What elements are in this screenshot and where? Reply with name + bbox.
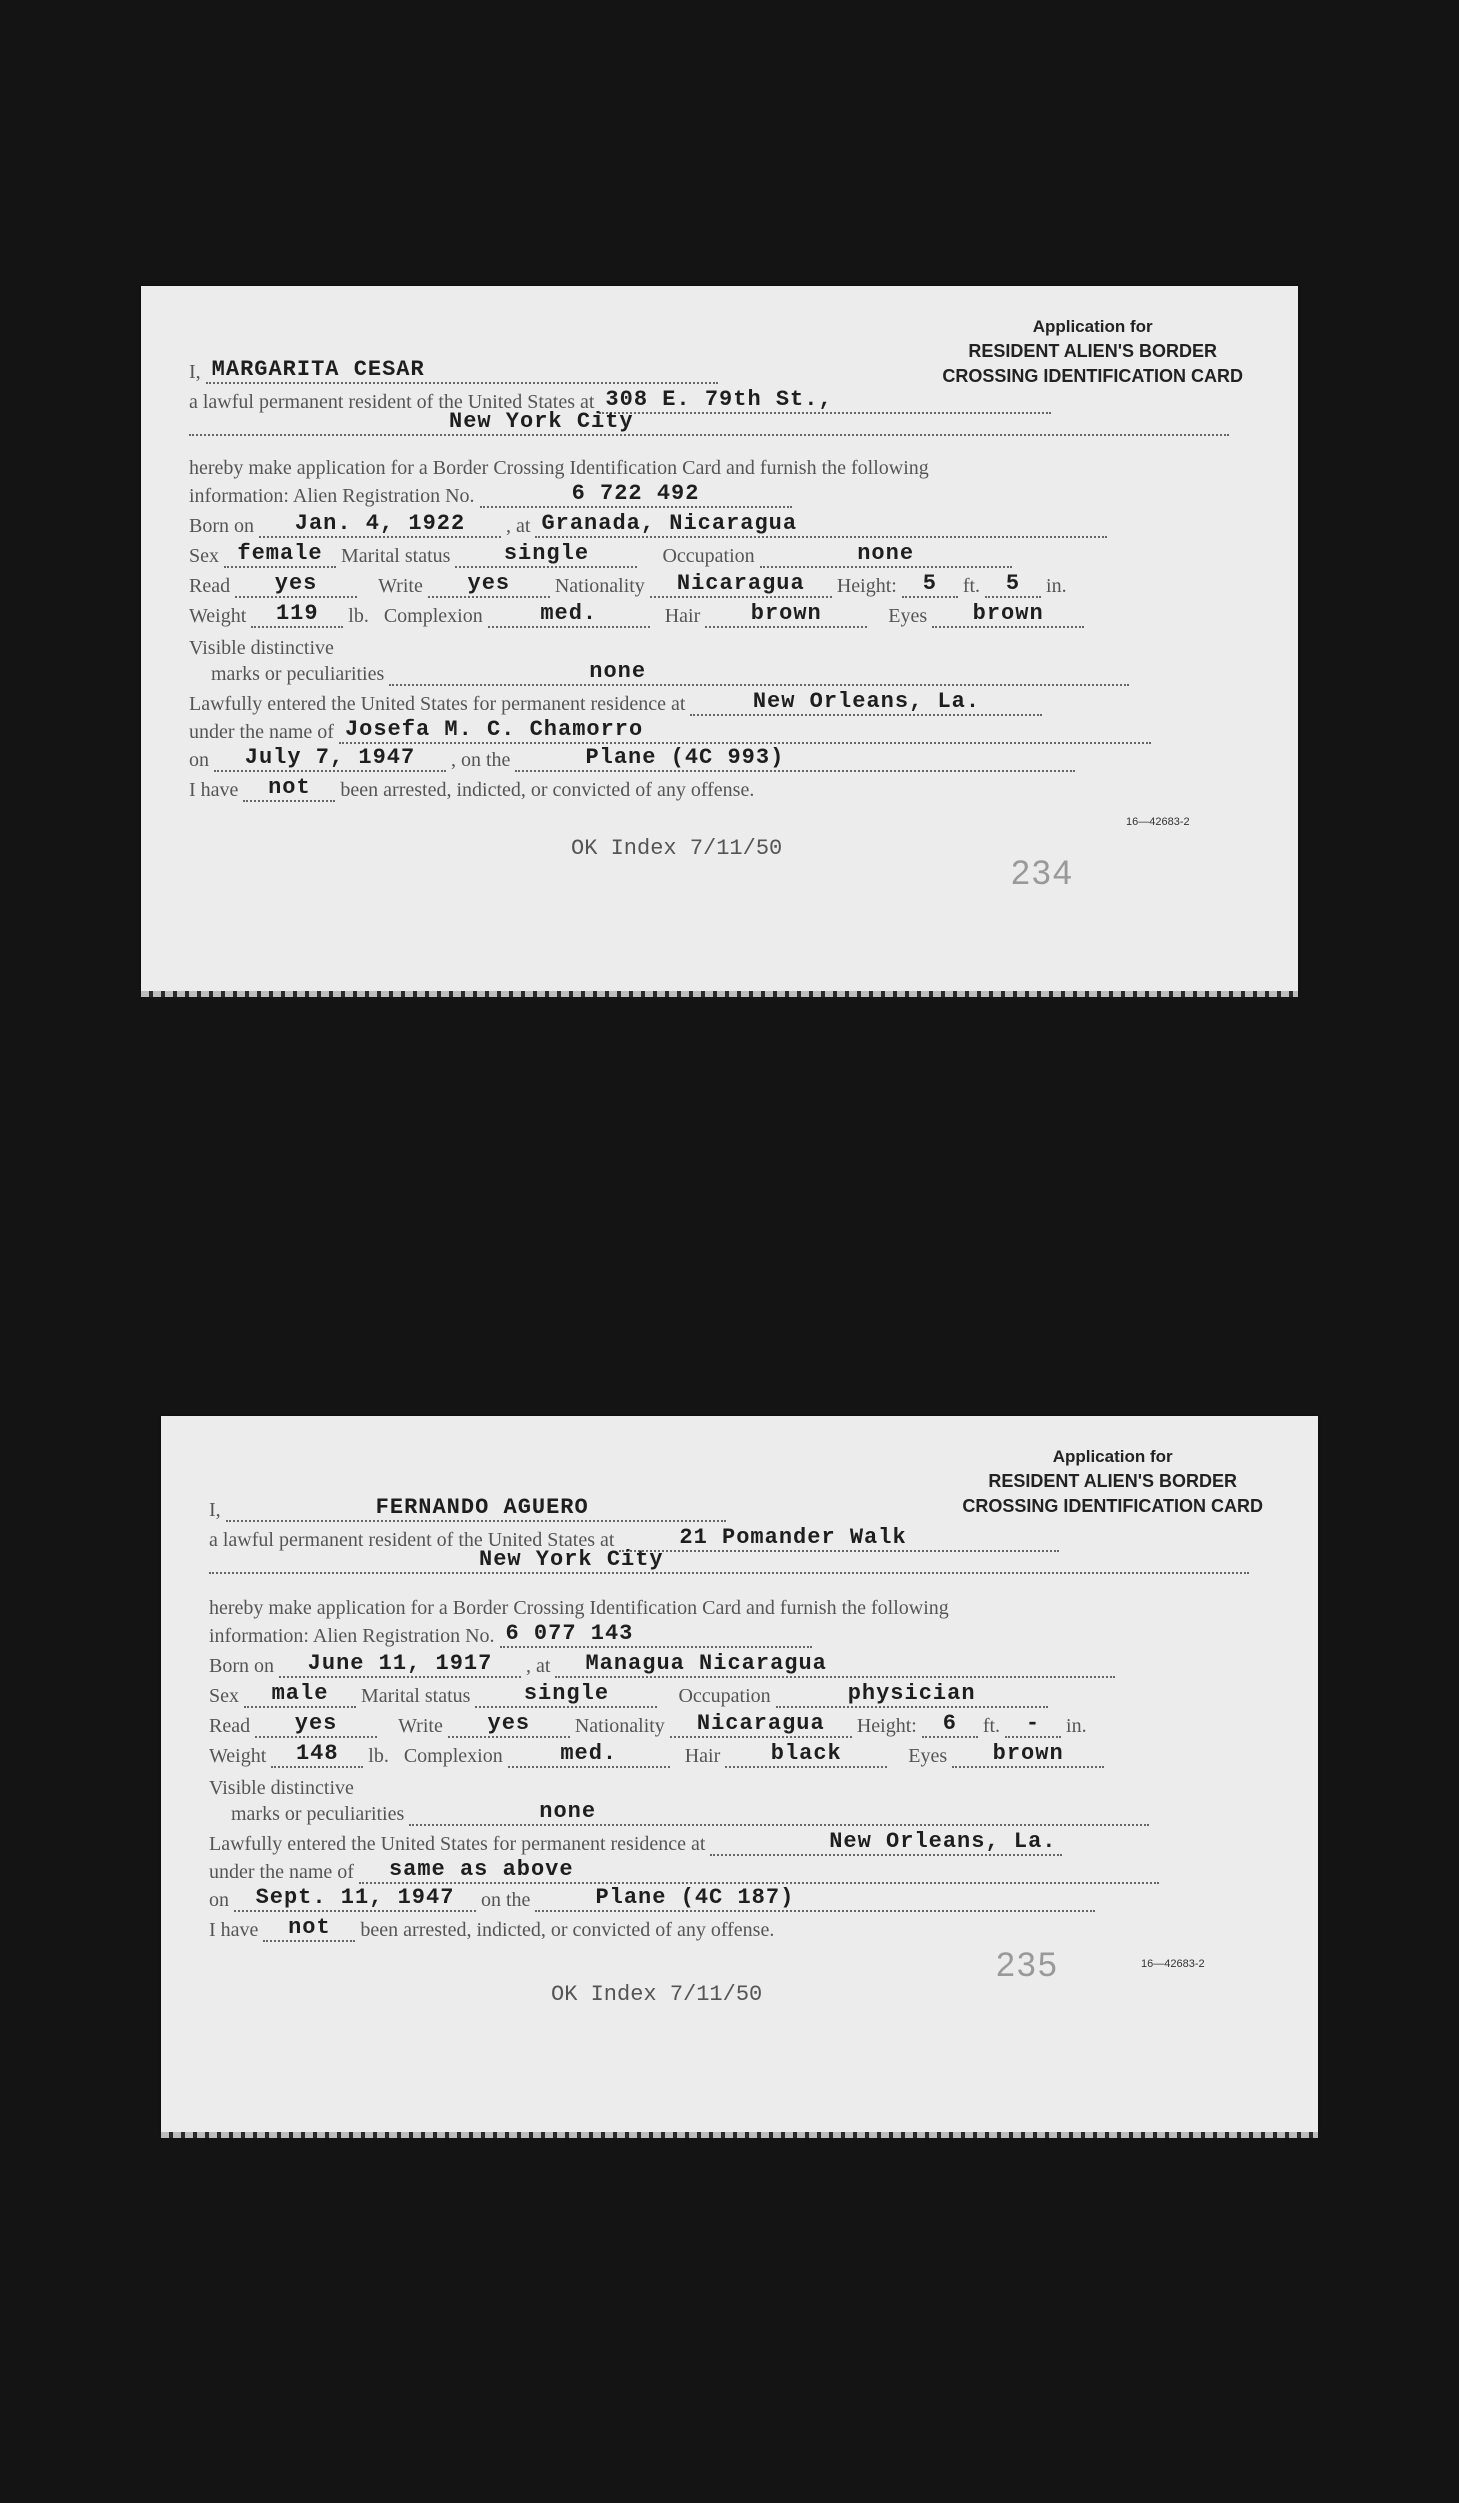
vessel: Plane (4C 993) [515, 746, 1075, 772]
name-row [189, 358, 1246, 384]
label-marital: Marital status [341, 545, 451, 567]
label-resident: a lawful permanent resident of the United States at [209, 1529, 615, 1551]
height-ft: 5 [902, 572, 958, 598]
entered-row [189, 690, 1246, 716]
born-date: June 11, 1917 [279, 1652, 521, 1678]
born-place: Granada, Nicaragua [535, 512, 1107, 538]
label-lb: lb. [348, 605, 369, 627]
label-weight: Weight [189, 605, 247, 627]
header-line-1: Application for [1032, 317, 1153, 336]
nationality: Nicaragua [650, 572, 832, 598]
alias-name: same as above [359, 1858, 1159, 1884]
applicant-name: FERNANDO AGUERO [226, 1496, 726, 1522]
label-arrested: been arrested, indicted, or convicted of any offense. [360, 1919, 775, 1941]
alien-no-row [189, 482, 1246, 508]
entry-date-row [189, 746, 1246, 772]
name-row [209, 1496, 1266, 1522]
eyes: brown [932, 602, 1084, 628]
born-row [209, 1652, 1266, 1678]
alias-name: Josefa M. C. Chamorro [339, 718, 1151, 744]
read: yes [235, 572, 357, 598]
alias-row [209, 1858, 1266, 1884]
label-hair: Hair [684, 1745, 721, 1767]
label-at: , at [506, 515, 531, 537]
label-lb: lb. [368, 1745, 389, 1767]
marks: none [409, 1800, 1149, 1826]
hair: brown [705, 602, 867, 628]
occupation: physician [776, 1682, 1048, 1708]
read-row [189, 572, 1246, 598]
eyes: brown [952, 1742, 1104, 1768]
visible-row [209, 1776, 1266, 1800]
index-stamp: OK Index 7/11/50 [571, 836, 783, 861]
label-nationality: Nationality [554, 575, 645, 597]
write: yes [428, 572, 550, 598]
marks-row [209, 1800, 1266, 1826]
sex-row [189, 542, 1246, 568]
label-info: information: Alien Registration No. [209, 1625, 495, 1647]
label-entered: Lawfully entered the United States for permanent residence at [189, 693, 686, 715]
address: 308 E. 79th St., [599, 388, 1051, 414]
label-ft: ft. [982, 1715, 1001, 1737]
label-hereby: hereby make application for a Border Crossing Identification Card and furnish the following [189, 457, 929, 479]
weight: 119 [251, 602, 343, 628]
label-i: I, [209, 1499, 221, 1521]
arrested-value: not [243, 776, 335, 802]
label-height: Height: [856, 1715, 917, 1737]
port-of-entry: New Orleans, La. [690, 690, 1042, 716]
entry-date-row [209, 1886, 1266, 1912]
label-entered: Lawfully entered the United States for permanent residence at [209, 1833, 706, 1855]
entered-row [209, 1830, 1266, 1856]
hair: black [725, 1742, 887, 1768]
label-arrested: been arrested, indicted, or convicted of any offense. [340, 779, 755, 801]
born-date: Jan. 4, 1922 [259, 512, 501, 538]
header-line-2: RESIDENT ALIEN'S BORDER [988, 1471, 1237, 1491]
application-card-2 [161, 1416, 1318, 2132]
label-visible: Visible distinctive [189, 637, 334, 659]
page-number: 234 [1011, 854, 1074, 892]
label-born: Born on [189, 515, 254, 537]
address: 21 Pomander Walk [619, 1526, 1059, 1552]
marital-status: single [475, 1682, 657, 1708]
label-visible: Visible distinctive [209, 1777, 354, 1799]
weight-row [209, 1742, 1266, 1768]
port-of-entry: New Orleans, La. [710, 1830, 1062, 1856]
height-ft: 6 [922, 1712, 978, 1738]
perforated-edge [161, 2132, 1318, 2138]
label-occupation: Occupation [662, 545, 755, 567]
sex-row [209, 1682, 1266, 1708]
label-nationality: Nationality [574, 1715, 665, 1737]
label-eyes: Eyes [908, 1745, 948, 1767]
city: New York City [209, 1548, 1249, 1574]
label-on: on [209, 1889, 229, 1911]
perforated-edge [141, 991, 1298, 997]
label-on-the: , on the [451, 749, 511, 771]
born-place: Managua Nicaragua [555, 1652, 1115, 1678]
label-hereby: hereby make application for a Border Crossing Identification Card and furnish the following [209, 1597, 949, 1619]
label-resident: a lawful permanent resident of the United States at [189, 391, 595, 413]
label-on-the: on the [481, 1889, 531, 1911]
label-in: in. [1066, 1715, 1087, 1737]
label-complexion: Complexion [383, 605, 483, 627]
city-row [189, 410, 1246, 436]
label-i-have: I have [209, 1919, 259, 1941]
hereby-row [209, 1596, 1266, 1620]
label-born: Born on [209, 1655, 274, 1677]
label-hair: Hair [664, 605, 701, 627]
alien-registration-number: 6 722 492 [480, 482, 792, 508]
label-weight: Weight [209, 1745, 267, 1767]
label-i: I, [189, 361, 201, 383]
height-in: - [1005, 1712, 1061, 1738]
header-line-1: Application for [1052, 1447, 1173, 1466]
header-line-2: RESIDENT ALIEN'S BORDER [968, 341, 1217, 361]
hereby-row [189, 456, 1246, 480]
complexion: med. [488, 602, 650, 628]
label-i-have: I have [189, 779, 239, 801]
height-in: 5 [985, 572, 1041, 598]
visible-row [189, 636, 1246, 660]
arrested-row [209, 1916, 1266, 1942]
label-height: Height: [836, 575, 897, 597]
read-row [209, 1712, 1266, 1738]
entry-date: July 7, 1947 [214, 746, 446, 772]
city-row [209, 1548, 1266, 1574]
alias-row [189, 718, 1246, 744]
form-number: 16—42683-2 [1126, 816, 1190, 828]
born-row [189, 512, 1246, 538]
label-occupation: Occupation [678, 1685, 771, 1707]
occupation: none [760, 542, 1012, 568]
complexion: med. [508, 1742, 670, 1768]
sex: female [224, 542, 336, 568]
label-write: Write [378, 575, 423, 597]
city: New York City [189, 410, 1229, 436]
marks-row [189, 660, 1246, 686]
weight-row [189, 602, 1246, 628]
marital-status: single [455, 542, 637, 568]
marks: none [389, 660, 1129, 686]
label-read: Read [189, 575, 231, 597]
label-eyes: Eyes [888, 605, 928, 627]
label-marks: marks or peculiarities [211, 663, 385, 685]
alien-no-row [209, 1622, 1266, 1648]
applicant-name: MARGARITA CESAR [206, 358, 718, 384]
read: yes [255, 1712, 377, 1738]
label-write: Write [398, 1715, 443, 1737]
index-stamp: OK Index 7/11/50 [551, 1982, 763, 2007]
header-line-3: CROSSING IDENTIFICATION CARD [942, 366, 1243, 386]
label-marital: Marital status [361, 1685, 471, 1707]
label-in: in. [1046, 575, 1067, 597]
nationality: Nicaragua [670, 1712, 852, 1738]
label-ft: ft. [962, 575, 981, 597]
label-complexion: Complexion [403, 1745, 503, 1767]
arrested-value: not [263, 1916, 355, 1942]
entry-date: Sept. 11, 1947 [234, 1886, 476, 1912]
write: yes [448, 1712, 570, 1738]
label-on: on [189, 749, 209, 771]
label-sex: Sex [189, 545, 219, 567]
arrested-row [189, 776, 1246, 802]
label-marks: marks or peculiarities [231, 1803, 405, 1825]
label-sex: Sex [209, 1685, 239, 1707]
label-read: Read [209, 1715, 251, 1737]
header-line-3: CROSSING IDENTIFICATION CARD [962, 1496, 1263, 1516]
form-number: 16—42683-2 [1141, 1958, 1205, 1970]
alien-registration-number: 6 077 143 [500, 1622, 812, 1648]
application-card-1 [141, 286, 1298, 991]
label-at: , at [526, 1655, 551, 1677]
vessel: Plane (4C 187) [535, 1886, 1095, 1912]
label-under: under the name of [209, 1861, 354, 1883]
label-info: information: Alien Registration No. [189, 485, 475, 507]
sex: male [244, 1682, 356, 1708]
page-number: 235 [996, 1946, 1059, 1984]
label-under: under the name of [189, 721, 334, 743]
weight: 148 [271, 1742, 363, 1768]
